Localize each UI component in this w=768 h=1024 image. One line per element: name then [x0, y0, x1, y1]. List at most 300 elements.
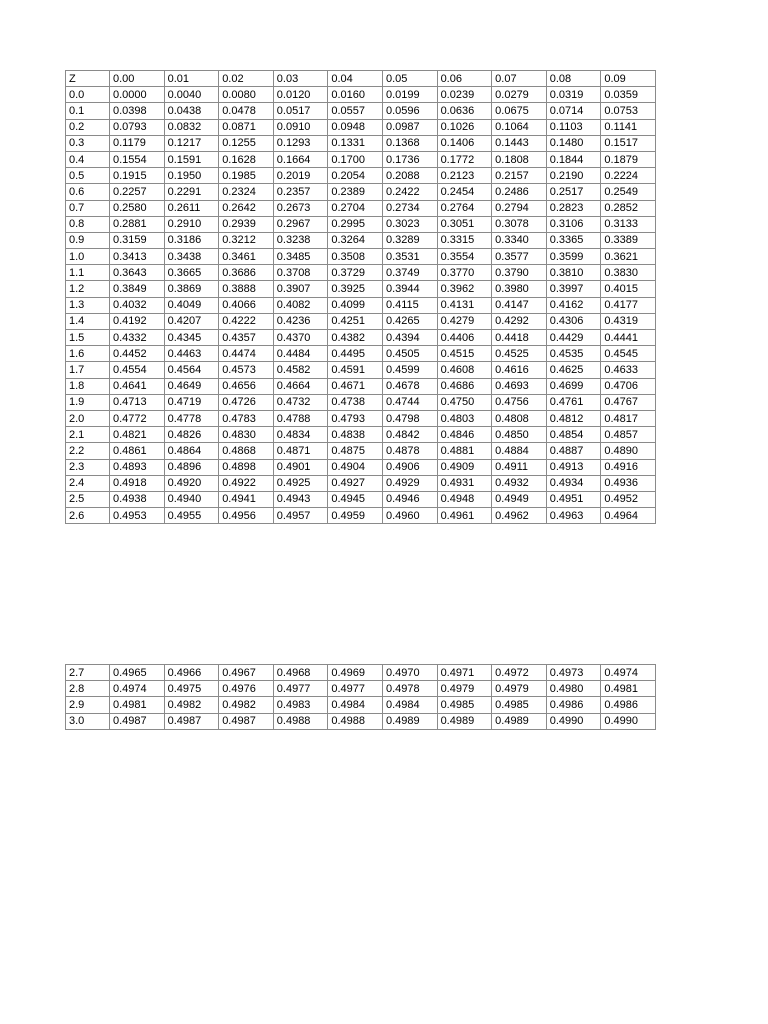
probability-cell: 0.4049 [164, 297, 219, 313]
probability-cell: 0.0478 [219, 103, 274, 119]
table-row [66, 184, 656, 200]
probability-cell: 0.4236 [273, 313, 328, 329]
probability-cell: 0.2881 [110, 216, 165, 232]
probability-cell: 0.02 [219, 71, 274, 87]
probability-cell: 0.4878 [382, 443, 437, 459]
header-row [66, 71, 656, 87]
probability-cell: 0.2704 [328, 200, 383, 216]
probability-cell: 0.4976 [219, 681, 274, 697]
probability-cell: 0.0398 [110, 103, 165, 119]
probability-cell: 0.4192 [110, 313, 165, 329]
probability-cell: 0.0948 [328, 119, 383, 135]
z-value-cell: 1.0 [66, 249, 110, 265]
probability-cell: 0.4812 [546, 410, 601, 426]
probability-cell: 0.4222 [219, 313, 274, 329]
table-row [66, 168, 656, 184]
probability-cell: 0.0438 [164, 103, 219, 119]
probability-cell: 0.2123 [437, 168, 492, 184]
probability-cell: 0.2157 [492, 168, 547, 184]
z-value-cell: 2.1 [66, 427, 110, 443]
probability-cell: 0.3438 [164, 249, 219, 265]
probability-cell: 0.3962 [437, 281, 492, 297]
probability-cell: 0.4756 [492, 394, 547, 410]
probability-cell: 0.1026 [437, 119, 492, 135]
probability-cell: 0.4793 [328, 410, 383, 426]
probability-cell: 0.4968 [273, 665, 328, 681]
probability-cell: 0.06 [437, 71, 492, 87]
probability-cell: 0.4750 [437, 394, 492, 410]
table-row [66, 87, 656, 103]
probability-cell: 0.3212 [219, 232, 274, 248]
probability-cell: 0.4671 [328, 378, 383, 394]
probability-cell: 0.4131 [437, 297, 492, 313]
z-table-continuation-body [66, 665, 656, 730]
probability-cell: 0.1103 [546, 119, 601, 135]
probability-cell: 0.4989 [382, 713, 437, 729]
z-value-cell: Z [66, 71, 110, 87]
probability-cell: 0.4938 [110, 491, 165, 507]
probability-cell: 0.0714 [546, 103, 601, 119]
probability-cell: 0.4803 [437, 410, 492, 426]
probability-cell: 0.4345 [164, 330, 219, 346]
probability-cell: 0.4826 [164, 427, 219, 443]
probability-cell: 0.4678 [382, 378, 437, 394]
table-row [66, 281, 656, 297]
probability-cell: 0.4979 [437, 681, 492, 697]
probability-cell: 0.4726 [219, 394, 274, 410]
probability-cell: 0.4984 [382, 697, 437, 713]
table-row [66, 491, 656, 507]
probability-cell: 0.2291 [164, 184, 219, 200]
z-value-cell: 3.0 [66, 713, 110, 729]
table-row [66, 508, 656, 524]
table-row [66, 313, 656, 329]
probability-cell: 0.4582 [273, 362, 328, 378]
probability-cell: 0.4978 [382, 681, 437, 697]
probability-cell: 0.4985 [437, 697, 492, 713]
probability-cell: 0.4909 [437, 459, 492, 475]
probability-cell: 0.4964 [601, 508, 656, 524]
probability-cell: 0.4830 [219, 427, 274, 443]
probability-cell: 0.4965 [110, 665, 165, 681]
table-row [66, 665, 656, 681]
z-value-cell: 0.2 [66, 119, 110, 135]
probability-cell: 0.3708 [273, 265, 328, 281]
probability-cell: 0.2642 [219, 200, 274, 216]
probability-cell: 0.2764 [437, 200, 492, 216]
probability-cell: 0.4382 [328, 330, 383, 346]
probability-cell: 0.4484 [273, 346, 328, 362]
probability-cell: 0.4945 [328, 491, 383, 507]
probability-cell: 0.4207 [164, 313, 219, 329]
probability-cell: 0.3106 [546, 216, 601, 232]
probability-cell: 0.4940 [164, 491, 219, 507]
probability-cell: 0.4984 [328, 697, 383, 713]
probability-cell: 0.4987 [219, 713, 274, 729]
probability-cell: 0.1406 [437, 135, 492, 151]
probability-cell: 0.05 [382, 71, 437, 87]
z-value-cell: 2.9 [66, 697, 110, 713]
probability-cell: 0.3461 [219, 249, 274, 265]
probability-cell: 0.2549 [601, 184, 656, 200]
probability-cell: 0.3888 [219, 281, 274, 297]
probability-cell: 0.0199 [382, 87, 437, 103]
probability-cell: 0.4554 [110, 362, 165, 378]
probability-cell: 0.4474 [219, 346, 274, 362]
z-value-cell: 0.3 [66, 135, 110, 151]
probability-cell: 0.4977 [328, 681, 383, 697]
probability-cell: 0.1915 [110, 168, 165, 184]
probability-cell: 0.03 [273, 71, 328, 87]
probability-cell: 0.4971 [437, 665, 492, 681]
table-row [66, 119, 656, 135]
table-row [66, 410, 656, 426]
probability-cell: 0.0160 [328, 87, 383, 103]
probability-cell: 0.3485 [273, 249, 328, 265]
probability-cell: 0.4916 [601, 459, 656, 475]
probability-cell: 0.4147 [492, 297, 547, 313]
probability-cell: 0.4656 [219, 378, 274, 394]
probability-cell: 0.4941 [219, 491, 274, 507]
probability-cell: 0.2224 [601, 168, 656, 184]
probability-cell: 0.4693 [492, 378, 547, 394]
probability-cell: 0.4948 [437, 491, 492, 507]
probability-cell: 0.4896 [164, 459, 219, 475]
probability-cell: 0.0517 [273, 103, 328, 119]
probability-cell: 0.4981 [110, 697, 165, 713]
table-row [66, 200, 656, 216]
probability-cell: 0.0040 [164, 87, 219, 103]
probability-cell: 0.4931 [437, 475, 492, 491]
probability-cell: 0.4913 [546, 459, 601, 475]
probability-cell: 0.4834 [273, 427, 328, 443]
z-value-cell: 2.6 [66, 508, 110, 524]
probability-cell: 0.4850 [492, 427, 547, 443]
probability-cell: 0.1368 [382, 135, 437, 151]
probability-cell: 0.4838 [328, 427, 383, 443]
probability-cell: 0.4279 [437, 313, 492, 329]
probability-cell: 0.4616 [492, 362, 547, 378]
probability-cell: 0.08 [546, 71, 601, 87]
probability-cell: 0.4951 [546, 491, 601, 507]
probability-cell: 0.0359 [601, 87, 656, 103]
probability-cell: 0.3413 [110, 249, 165, 265]
probability-cell: 0.0753 [601, 103, 656, 119]
probability-cell: 0.4332 [110, 330, 165, 346]
probability-cell: 0.4515 [437, 346, 492, 362]
probability-cell: 0.4861 [110, 443, 165, 459]
z-table-body [66, 71, 656, 524]
probability-cell: 0.4952 [601, 491, 656, 507]
table-row [66, 249, 656, 265]
probability-cell: 0.3849 [110, 281, 165, 297]
z-table-continuation [65, 664, 656, 730]
probability-cell: 0.4591 [328, 362, 383, 378]
table-row [66, 232, 656, 248]
z-value-cell: 0.1 [66, 103, 110, 119]
probability-cell: 0.4319 [601, 313, 656, 329]
probability-cell: 0.3907 [273, 281, 328, 297]
probability-cell: 0.1480 [546, 135, 601, 151]
probability-cell: 0.3315 [437, 232, 492, 248]
table-row [66, 443, 656, 459]
probability-cell: 0.3599 [546, 249, 601, 265]
table-row [66, 135, 656, 151]
probability-cell: 0.4981 [601, 681, 656, 697]
probability-cell: 0.2611 [164, 200, 219, 216]
probability-cell: 0.4975 [164, 681, 219, 697]
probability-cell: 0.1293 [273, 135, 328, 151]
probability-cell: 0.4988 [273, 713, 328, 729]
probability-cell: 0.4881 [437, 443, 492, 459]
probability-cell: 0.4525 [492, 346, 547, 362]
probability-cell: 0.3830 [601, 265, 656, 281]
probability-cell: 0.1628 [219, 151, 274, 167]
probability-cell: 0.1808 [492, 151, 547, 167]
probability-cell: 0.4821 [110, 427, 165, 443]
probability-cell: 0.4927 [328, 475, 383, 491]
probability-cell: 0.2910 [164, 216, 219, 232]
probability-cell: 0.4990 [601, 713, 656, 729]
probability-cell: 0.3980 [492, 281, 547, 297]
probability-cell: 0.4463 [164, 346, 219, 362]
probability-cell: 0.2389 [328, 184, 383, 200]
probability-cell: 0.4887 [546, 443, 601, 459]
z-value-cell: 2.7 [66, 665, 110, 681]
probability-cell: 0.4846 [437, 427, 492, 443]
probability-cell: 0.1664 [273, 151, 328, 167]
probability-cell: 0.4066 [219, 297, 274, 313]
probability-cell: 0.0000 [110, 87, 165, 103]
z-value-cell: 1.4 [66, 313, 110, 329]
probability-cell: 0.2517 [546, 184, 601, 200]
probability-cell: 0.4986 [601, 697, 656, 713]
z-value-cell: 0.0 [66, 87, 110, 103]
probability-cell: 0.4306 [546, 313, 601, 329]
probability-cell: 0.2673 [273, 200, 328, 216]
probability-cell: 0.4706 [601, 378, 656, 394]
probability-cell: 0.4934 [546, 475, 601, 491]
z-value-cell: 1.9 [66, 394, 110, 410]
probability-cell: 0.3790 [492, 265, 547, 281]
probability-cell: 0.4969 [328, 665, 383, 681]
probability-cell: 0.4761 [546, 394, 601, 410]
probability-cell: 0.4955 [164, 508, 219, 524]
probability-cell: 0.4452 [110, 346, 165, 362]
probability-cell: 0.4251 [328, 313, 383, 329]
probability-cell: 0.4686 [437, 378, 492, 394]
probability-cell: 0.4535 [546, 346, 601, 362]
z-value-cell: 1.3 [66, 297, 110, 313]
probability-cell: 0.3643 [110, 265, 165, 281]
probability-cell: 0.4808 [492, 410, 547, 426]
z-value-cell: 0.5 [66, 168, 110, 184]
probability-cell: 0.4370 [273, 330, 328, 346]
probability-cell: 0.4357 [219, 330, 274, 346]
probability-cell: 0.4573 [219, 362, 274, 378]
probability-cell: 0.4429 [546, 330, 601, 346]
probability-cell: 0.4963 [546, 508, 601, 524]
probability-cell: 0.4265 [382, 313, 437, 329]
probability-cell: 0.4719 [164, 394, 219, 410]
probability-cell: 0.3531 [382, 249, 437, 265]
z-value-cell: 1.7 [66, 362, 110, 378]
probability-cell: 0.4505 [382, 346, 437, 362]
table-row [66, 216, 656, 232]
probability-cell: 0.09 [601, 71, 656, 87]
probability-cell: 0.4983 [273, 697, 328, 713]
probability-cell: 0.2454 [437, 184, 492, 200]
table-row [66, 151, 656, 167]
probability-cell: 0.0596 [382, 103, 437, 119]
probability-cell: 0.3621 [601, 249, 656, 265]
probability-cell: 0.4901 [273, 459, 328, 475]
probability-cell: 0.1950 [164, 168, 219, 184]
probability-cell: 0.3365 [546, 232, 601, 248]
probability-cell: 0.4920 [164, 475, 219, 491]
probability-cell: 0.01 [164, 71, 219, 87]
probability-cell: 0.3665 [164, 265, 219, 281]
z-value-cell: 1.8 [66, 378, 110, 394]
probability-cell: 0.4495 [328, 346, 383, 362]
probability-cell: 0.3686 [219, 265, 274, 281]
probability-cell: 0.07 [492, 71, 547, 87]
probability-cell: 0.4974 [601, 665, 656, 681]
probability-cell: 0.4966 [164, 665, 219, 681]
probability-cell: 0.0793 [110, 119, 165, 135]
probability-cell: 0.3729 [328, 265, 383, 281]
probability-cell: 0.4772 [110, 410, 165, 426]
probability-cell: 0.4982 [164, 697, 219, 713]
probability-cell: 0.4744 [382, 394, 437, 410]
probability-cell: 0.3023 [382, 216, 437, 232]
table-row [66, 475, 656, 491]
table-row [66, 681, 656, 697]
probability-cell: 0.3925 [328, 281, 383, 297]
probability-cell: 0.0832 [164, 119, 219, 135]
table-row [66, 713, 656, 729]
probability-cell: 0.00 [110, 71, 165, 87]
probability-cell: 0.4986 [546, 697, 601, 713]
probability-cell: 0.1255 [219, 135, 274, 151]
probability-cell: 0.4974 [110, 681, 165, 697]
probability-cell: 0.3389 [601, 232, 656, 248]
probability-cell: 0.1217 [164, 135, 219, 151]
probability-cell: 0.0239 [437, 87, 492, 103]
probability-cell: 0.3159 [110, 232, 165, 248]
probability-cell: 0.4608 [437, 362, 492, 378]
probability-cell: 0.1141 [601, 119, 656, 135]
probability-cell: 0.4972 [492, 665, 547, 681]
probability-cell: 0.4957 [273, 508, 328, 524]
probability-cell: 0.4906 [382, 459, 437, 475]
probability-cell: 0.4970 [382, 665, 437, 681]
table-row [66, 103, 656, 119]
z-value-cell: 0.9 [66, 232, 110, 248]
z-value-cell: 0.7 [66, 200, 110, 216]
probability-cell: 0.4798 [382, 410, 437, 426]
probability-cell: 0.2257 [110, 184, 165, 200]
probability-cell: 0.2580 [110, 200, 165, 216]
probability-cell: 0.3078 [492, 216, 547, 232]
probability-cell: 0.4989 [437, 713, 492, 729]
probability-cell: 0.3186 [164, 232, 219, 248]
probability-cell: 0.4633 [601, 362, 656, 378]
probability-cell: 0.4918 [110, 475, 165, 491]
probability-cell: 0.4649 [164, 378, 219, 394]
probability-cell: 0.4732 [273, 394, 328, 410]
probability-cell: 0.4099 [328, 297, 383, 313]
probability-cell: 0.1591 [164, 151, 219, 167]
probability-cell: 0.3749 [382, 265, 437, 281]
probability-cell: 0.4973 [546, 665, 601, 681]
probability-cell: 0.3508 [328, 249, 383, 265]
probability-cell: 0.0871 [219, 119, 274, 135]
probability-cell: 0.4857 [601, 427, 656, 443]
probability-cell: 0.2967 [273, 216, 328, 232]
table-row [66, 330, 656, 346]
probability-cell: 0.0636 [437, 103, 492, 119]
table-row [66, 297, 656, 313]
probability-cell: 0.2823 [546, 200, 601, 216]
probability-cell: 0.2054 [328, 168, 383, 184]
probability-cell: 0.4641 [110, 378, 165, 394]
probability-cell: 0.4783 [219, 410, 274, 426]
z-value-cell: 1.5 [66, 330, 110, 346]
probability-cell: 0.3133 [601, 216, 656, 232]
probability-cell: 0.2486 [492, 184, 547, 200]
probability-cell: 0.1179 [110, 135, 165, 151]
probability-cell: 0.2088 [382, 168, 437, 184]
probability-cell: 0.1736 [382, 151, 437, 167]
probability-cell: 0.2734 [382, 200, 437, 216]
probability-cell: 0.3770 [437, 265, 492, 281]
probability-cell: 0.4953 [110, 508, 165, 524]
probability-cell: 0.4929 [382, 475, 437, 491]
probability-cell: 0.4962 [492, 508, 547, 524]
probability-cell: 0.4980 [546, 681, 601, 697]
z-value-cell: 2.4 [66, 475, 110, 491]
probability-cell: 0.4015 [601, 281, 656, 297]
probability-cell: 0.4904 [328, 459, 383, 475]
probability-cell: 0.2852 [601, 200, 656, 216]
probability-cell: 0.2357 [273, 184, 328, 200]
probability-cell: 0.4871 [273, 443, 328, 459]
probability-cell: 0.1443 [492, 135, 547, 151]
probability-cell: 0.4292 [492, 313, 547, 329]
probability-cell: 0.1064 [492, 119, 547, 135]
z-value-cell: 0.8 [66, 216, 110, 232]
table-row [66, 362, 656, 378]
probability-cell: 0.0987 [382, 119, 437, 135]
table-row [66, 265, 656, 281]
probability-cell: 0.2019 [273, 168, 328, 184]
probability-cell: 0.3264 [328, 232, 383, 248]
probability-cell: 0.4890 [601, 443, 656, 459]
probability-cell: 0.4893 [110, 459, 165, 475]
probability-cell: 0.1879 [601, 151, 656, 167]
probability-cell: 0.4767 [601, 394, 656, 410]
probability-cell: 0.1772 [437, 151, 492, 167]
probability-cell: 0.4032 [110, 297, 165, 313]
probability-cell: 0.4664 [273, 378, 328, 394]
probability-cell: 0.4943 [273, 491, 328, 507]
probability-cell: 0.4898 [219, 459, 274, 475]
probability-cell: 0.2995 [328, 216, 383, 232]
probability-cell: 0.4932 [492, 475, 547, 491]
probability-cell: 0.0557 [328, 103, 383, 119]
probability-cell: 0.1517 [601, 135, 656, 151]
